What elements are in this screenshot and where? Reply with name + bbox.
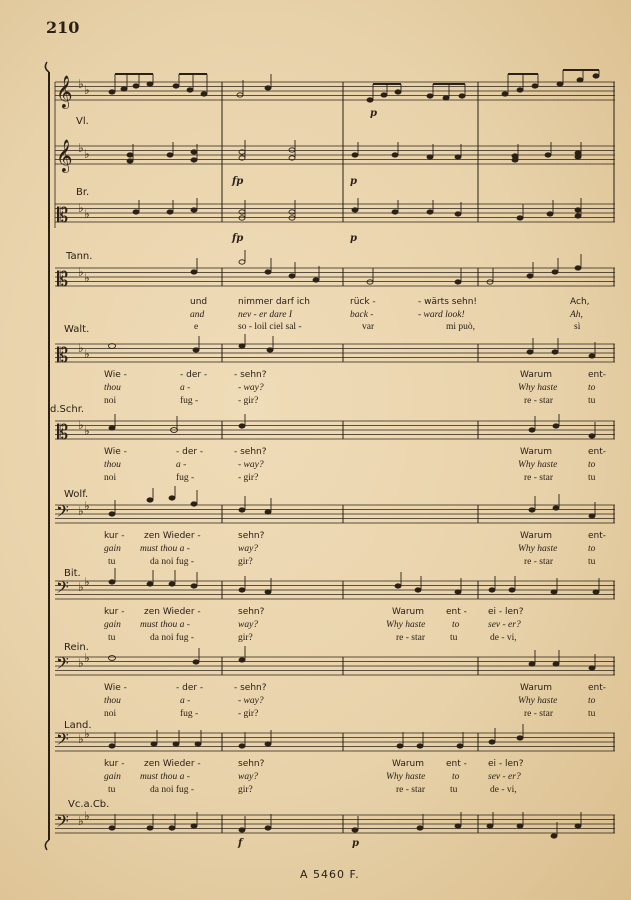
lyric: - sehn? <box>234 447 267 457</box>
lyric: fug - <box>176 473 195 483</box>
lyric: - der - <box>176 447 204 457</box>
plate-number: A 5460 F. <box>300 868 360 881</box>
svg-text:♭: ♭ <box>84 499 90 513</box>
lyric: kur - <box>104 759 125 769</box>
lyric: way? <box>238 772 259 782</box>
svg-text:𝄡: 𝄡 <box>57 267 69 291</box>
lyric: - gir? <box>238 709 259 719</box>
lyric: var <box>362 322 375 332</box>
lyric: und <box>190 297 208 307</box>
label-cello-bass: Vc.a.Cb. <box>68 799 110 810</box>
svg-text:♭: ♭ <box>84 424 90 438</box>
lyric: mi può, <box>446 322 476 332</box>
lyric: a - <box>180 696 191 706</box>
lyric: tu <box>588 473 596 483</box>
svg-text:𝄞: 𝄞 <box>56 75 73 108</box>
lyric: de - vi, <box>490 633 517 643</box>
lyric: must thou a - <box>140 620 190 630</box>
lyric: to <box>588 544 596 554</box>
lyric: thou <box>104 460 121 470</box>
label-wolfram: Wolf. <box>64 489 89 500</box>
svg-text:♭: ♭ <box>78 504 84 518</box>
lyric: Wie - <box>104 447 127 457</box>
lyric: tu <box>108 785 116 795</box>
lyric: ent - <box>446 759 467 769</box>
lyric: re - star <box>396 785 426 795</box>
svg-text:♭: ♭ <box>78 814 84 828</box>
label-schreiber: d.Schr. <box>50 404 85 415</box>
svg-text:𝄡: 𝄡 <box>57 420 69 444</box>
lyric: sehn? <box>238 531 265 541</box>
svg-text:♭: ♭ <box>84 271 90 285</box>
lyric: to <box>452 620 460 630</box>
lyric: sev - er? <box>488 772 521 782</box>
svg-text:♭: ♭ <box>84 651 90 665</box>
lyric: ei - len? <box>488 759 524 769</box>
page-number: 210 <box>46 18 80 37</box>
lyric: nimmer darf ich <box>238 297 310 307</box>
lyric: noi <box>104 473 117 483</box>
lyric: to <box>452 772 460 782</box>
lyric: - gir? <box>238 396 259 406</box>
lyric: - sehn? <box>234 370 267 380</box>
lyric: - sehn? <box>234 683 267 693</box>
dynamic-p-vl2: p <box>350 176 357 187</box>
svg-text:♭: ♭ <box>84 809 90 823</box>
svg-text:𝄢: 𝄢 <box>56 577 69 601</box>
svg-text:♭: ♭ <box>78 201 84 215</box>
svg-text:𝄡: 𝄡 <box>57 203 69 227</box>
lyric: sì <box>574 322 581 332</box>
lyric: back - <box>350 310 374 320</box>
lyric: gir? <box>238 785 253 795</box>
lyric: to <box>588 460 596 470</box>
lyric: must thou a - <box>140 544 190 554</box>
svg-text:𝄢: 𝄢 <box>56 729 69 753</box>
lyric: tu <box>108 633 116 643</box>
lyric: gain <box>104 620 121 630</box>
lyric: and <box>190 310 205 320</box>
lyric: Warum <box>520 683 553 693</box>
lyric: nev - er dare I <box>238 310 292 320</box>
lyric: way? <box>238 620 259 630</box>
lyric: a - <box>176 460 187 470</box>
lyric: to <box>588 696 596 706</box>
lyric: Why haste <box>518 696 558 706</box>
lyric: rück - <box>350 297 376 307</box>
lyric: must thou a - <box>140 772 190 782</box>
svg-text:♭: ♭ <box>78 418 84 432</box>
lyric: way? <box>238 544 259 554</box>
lyric: Ach, <box>570 297 590 307</box>
lyric: fug - <box>180 709 199 719</box>
lyric: tu <box>588 557 596 567</box>
lyric: - way? <box>238 383 264 393</box>
svg-text:♭: ♭ <box>78 265 84 279</box>
lyric: e <box>194 322 199 332</box>
lyric: Why haste <box>386 620 426 630</box>
lyric: noi <box>104 396 117 406</box>
lyric: da noi fug - <box>150 557 195 567</box>
svg-text:𝄞: 𝄞 <box>56 139 73 172</box>
lyric: Warum <box>520 447 553 457</box>
svg-text:♭: ♭ <box>84 83 90 97</box>
label-violas: Br. <box>76 187 90 198</box>
lyric: Warum <box>520 531 553 541</box>
label-walther: Walt. <box>64 324 90 335</box>
svg-text:♭: ♭ <box>78 656 84 670</box>
lyric: - der - <box>180 370 208 380</box>
label-violins: Vl. <box>76 116 89 127</box>
lyric: gir? <box>238 633 253 643</box>
label-biterolf: Bit. <box>64 568 81 579</box>
svg-text:𝄡: 𝄡 <box>57 343 69 367</box>
lyric: kur - <box>104 531 125 541</box>
lyric: noi <box>104 709 117 719</box>
svg-text:♭: ♭ <box>78 580 84 594</box>
lyric: Ah, <box>570 310 583 320</box>
lyric: tu <box>588 396 596 406</box>
lyric: gir? <box>238 557 253 567</box>
svg-text:𝄢: 𝄢 <box>56 811 69 835</box>
lyric: sehn? <box>238 759 265 769</box>
label-landgraf: Land. <box>64 720 92 731</box>
lyric: de - vi, <box>490 785 517 795</box>
svg-text:♭: ♭ <box>78 141 84 155</box>
lyric: tu <box>108 557 116 567</box>
lyric: tu <box>450 633 458 643</box>
lyric: zen Wieder - <box>144 531 201 541</box>
dynamic-p-vc: p <box>352 838 359 849</box>
label-reinmar: Rein. <box>64 642 89 653</box>
dynamic-f-vc: f <box>238 838 243 849</box>
lyric: da noi fug - <box>150 633 195 643</box>
lyric: ent- <box>588 447 607 457</box>
dynamic-fp-br: fp <box>232 233 244 244</box>
svg-text:♭: ♭ <box>84 575 90 589</box>
lyric: ent- <box>588 683 607 693</box>
dynamic-fp-vl2: fp <box>232 176 244 187</box>
lyric: sehn? <box>238 607 265 617</box>
dynamic-p-vl: p <box>370 108 377 119</box>
svg-text:𝄢: 𝄢 <box>56 501 69 525</box>
lyric: Why haste <box>518 544 558 554</box>
lyric: zen Wieder - <box>144 759 201 769</box>
lyric: a - <box>180 383 191 393</box>
lyric: da noi fug - <box>150 785 195 795</box>
label-tannhaeuser: Tann. <box>66 251 93 262</box>
lyric: tu <box>588 709 596 719</box>
lyric: - der - <box>176 683 204 693</box>
lyric: - way? <box>238 460 264 470</box>
lyric: ent - <box>446 607 467 617</box>
lyric: kur - <box>104 607 125 617</box>
lyric: Warum <box>392 759 425 769</box>
lyric: thou <box>104 383 121 393</box>
svg-text:♭: ♭ <box>84 147 90 161</box>
lyric: re - star <box>524 557 554 567</box>
lyric: Warum <box>392 607 425 617</box>
lyric: re - star <box>396 633 426 643</box>
svg-text:♭: ♭ <box>78 732 84 746</box>
lyric: Wie - <box>104 370 127 380</box>
lyric: - wärts sehn! <box>418 297 478 307</box>
svg-text:♭: ♭ <box>84 727 90 741</box>
lyric: fug - <box>180 396 199 406</box>
svg-text:𝄢: 𝄢 <box>56 653 69 677</box>
lyric: so - loil ciel sal - <box>238 322 302 332</box>
lyric: gain <box>104 544 121 554</box>
lyric: ent- <box>588 531 607 541</box>
lyric: sev - er? <box>488 620 521 630</box>
lyric: - way? <box>238 696 264 706</box>
lyric: to <box>588 383 596 393</box>
lyric: - ward look! <box>418 310 465 320</box>
lyric: re - star <box>524 396 554 406</box>
lyric: Wie - <box>104 683 127 693</box>
svg-text:♭: ♭ <box>84 207 90 221</box>
lyric: ent- <box>588 370 607 380</box>
lyric: re - star <box>524 709 554 719</box>
lyric: re - star <box>524 473 554 483</box>
svg-text:♭: ♭ <box>78 341 84 355</box>
svg-text:♭: ♭ <box>78 77 84 91</box>
lyric: Why haste <box>386 772 426 782</box>
lyric: thou <box>104 696 121 706</box>
lyric: zen Wieder - <box>144 607 201 617</box>
lyric: tu <box>450 785 458 795</box>
lyric: gain <box>104 772 121 782</box>
lyric: Why haste <box>518 383 558 393</box>
lyric: Warum <box>520 370 553 380</box>
dynamic-p-br: p <box>350 233 357 244</box>
svg-text:♭: ♭ <box>84 347 90 361</box>
lyric: ei - len? <box>488 607 524 617</box>
lyric: Why haste <box>518 460 558 470</box>
lyric: - gir? <box>238 473 259 483</box>
